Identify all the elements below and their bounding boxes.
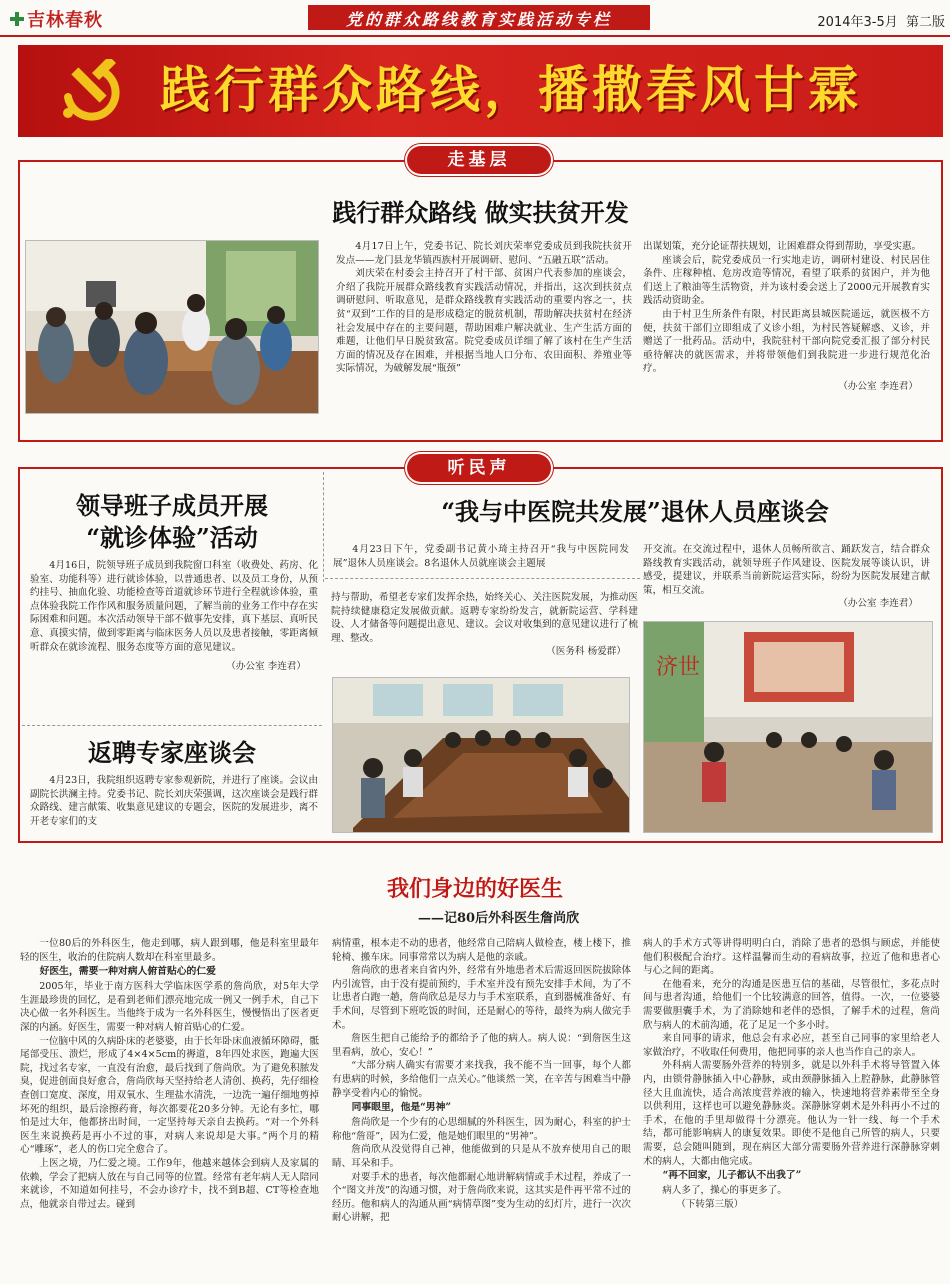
masthead xyxy=(0,0,950,36)
byline: （医务科 杨爱群） xyxy=(546,646,626,658)
article-title-good-doctor: 我们身边的好医生 xyxy=(386,876,563,902)
article-title-visit-line2: “就诊体验”活动 xyxy=(86,523,258,552)
byline: （办公室 李连君） xyxy=(838,598,918,610)
column-divider xyxy=(323,472,324,582)
paragraph: 一位脑中风的久病卧床的老婆婆，由于长年卧床血液循环障碍，骶尾部受压、溃烂，形成了4×4×5cm的褥道，8年四处求医，跑遍大医院，找过名专家，一直没有治愈，最后找到了詹尚欣。为了避免积脓发臭，促进创面良好愈合，詹尚欣每天坚持给老人清创、换药，先仔细检查创口宽度、深度，用双氧水、生理盐水清洗，一边洗一遍仔细地剪掉坏死的组织，最后涂擦药膏，每次都要花20多分钟。无论有多忙，哪怕是过大年，他都挤出时间，一定坚持每天亲自去换药。“对一个外科医生来说换药是再小不过的事，对病人来说却是大事。”两个月的精心“雕琢”，老人的伤口完全愈合了。 xyxy=(20,1035,319,1156)
article-poverty-col2 xyxy=(643,240,930,394)
photo-retirees-meeting xyxy=(643,621,933,833)
paragraph: 对要手术的患者，每次他都耐心地讲解病情或手术过程，养成了一个“图文并茂”的沟通习惯，对于詹尚欣来说，这其实是件再平常不过的经历。他和病人的沟通从画“病情草图”变为生动的幻灯片，进行一次次耐心讲解，把 xyxy=(332,1171,631,1224)
paragraph: 病情重，根本走不动的患者，他经常自己陪病人做检查，楼上楼下，推轮椅、搬车床。同事常常以为病人是他的亲戚。 xyxy=(332,938,631,963)
good-doctor-col2 xyxy=(332,937,631,1225)
section-label-voices: 听民声 xyxy=(407,454,551,482)
section-label-grassroots: 走基层 xyxy=(407,146,551,174)
subheading: 同事眼里，他是“男神” xyxy=(351,1102,452,1114)
paragraph: 在他看来，充分的沟通是医患互信的基础，尽管很忙，多花点时间与患者沟通，给他们一个比较满意的回答，值得。一次，一位婆婆需要做胆囊手术，为了消除她和老伴的恐惧，了解手术的过程，詹尚欣与病人的术前沟通，花了足足一个多小时。 xyxy=(643,978,940,1031)
paragraph: 病人的手术方式等讲得明明白白，消除了患者的恐惧与顾虑，并能使他们积极配合治疗。这样温馨而生动的看病故事，拉近了他和患者心与心之间的距离。 xyxy=(643,938,940,977)
paragraph: 外科病人需要肠外营养的特别多，就是以外科手术将导管置入体内，由锁骨静脉插入中心静脉，或由颈静脉插入上腔静脉，此静脉管径大且血流快，适合高浓度营养液的输入，快速地将营养素带至全身以供利用，这样也可以避免静脉炎。深静脉穿刺术是外科再小不过的手术，在他的手里却做得十分漂亮。他认为一针一线、每一个手术结，都可能影响病人的康复效果。即使不是他自己所管的病人，只要需要，总会随叫随到，现在病区大部分需要肠外营养进行深静脉穿刺术的病人，大都由他完成。 xyxy=(643,1060,940,1167)
headline: 践行群众路线，播撒春风甘霖 xyxy=(160,60,862,119)
article-poverty-col1 xyxy=(336,240,632,376)
paragraph: 上医之境，乃仁爱之境。工作9年，他越来越体会到病人及家属的依赖，学会了把病人放在与自己同等的位置。经常有老年病人无人陪同来就诊，不知道如何挂号，不会办诊疗卡，找不到B超、CT等检查地点，他就亲自带过去。碰到 xyxy=(20,1157,319,1210)
good-doctor-col3 xyxy=(643,937,940,1211)
paragraph: 出谋划策，充分论证帮扶规划，让困难群众得到帮助，享受实惠。 xyxy=(643,241,922,252)
continue-note: （下转第三版） xyxy=(676,1198,744,1210)
paragraph: 4月23日下午，党委副书记黄小琦主持召开“我与中医院同发展”退休人员座谈会。8名退休人员就座谈会主题展 xyxy=(333,544,629,569)
paragraph: 詹尚欣是一个少有的心思细腻的外科医生，因为耐心，科室的护士称他“詹哥”，因为仁爱，他是她们眼里的“男神”。 xyxy=(332,1117,631,1142)
good-doctor-col1 xyxy=(20,937,319,1211)
paragraph: 詹尚欣从没觉得自己神，他能做到的只是从不放弃使用自己的眼睛、耳朵和手。 xyxy=(332,1144,631,1169)
article-retirees-col2 xyxy=(643,543,930,611)
paragraph: 由于村卫生所条件有限，村民距离县城医院遥远，就医极不方便，扶贫干部们立即组成了义诊小组，为村民答疑解惑、义诊，并赠送了一批药品。活动中，我院驻村干部向院党委汇报了部分村民亟待解决的就医需求，并将带领他们到我院进一步进行规范化治疗。 xyxy=(643,308,930,375)
hammer-sickle-icon xyxy=(54,59,126,123)
subheading: “再不回家，儿子都认不出我了” xyxy=(662,1170,802,1182)
article-visit-body xyxy=(30,559,318,674)
paragraph: 詹医生把自己能给予的都给予了他的病人。病人说：“到詹医生这里看病，放心，安心！” xyxy=(332,1033,631,1058)
article-experts-body xyxy=(30,774,318,828)
svg-text:济世: 济世 xyxy=(656,655,701,680)
issue-info: 2014年3-5月 第二版 xyxy=(817,15,945,30)
byline: （办公室 李连君） xyxy=(226,661,306,673)
paragraph: 座谈会后，院党委成员一行实地走访，调研村建设、村民居住条件、庄稼种植、危房改造等情况，看望了联系的贫困户，并为他们送上了粮油等生活物资，并为该村委会送上了2000元开展教育实践活动资助金。 xyxy=(643,254,930,307)
paragraph: 一位80后的外科医生，他走到哪，病人跟到哪，他是科室里最年轻的医生，收治的住院病人数却在科室里最多。 xyxy=(20,938,319,963)
article-retirees-col1a xyxy=(333,543,629,570)
article-title-poverty: 践行群众路线 做实扶贫开发 xyxy=(332,198,629,227)
photo-experts-meeting xyxy=(332,677,630,833)
column-title: 党的群众路线教育实践活动专栏 xyxy=(345,10,612,29)
paragraph: 刘庆荣在村委会主持召开了村干部、贫困户代表参加的座谈会，介绍了我院开展群众路线教育实践活动情况，并指出，这次到扶贫点调研慰问、听取意见，是群众路线教育实践活动的重要内容之一，扶贫“双到”工作的目的是形成稳定的脱贫机制，帮助解决扶贫村在经济社会发展中存在的主要问题，帮助困难户解决就业、生产生活方面的难题，让他们早日脱贫致富。院党委成员详细了解了该村在生产生活方面的情况及存在困难，并根据当地人口分布、农田面积、养殖业等实际情况，为破解发展“瓶颈” xyxy=(336,268,632,375)
headline-banner xyxy=(18,45,943,137)
paragraph: 4月23日，我院组织返聘专家参观新院，并进行了座谈。会议由副院长洪澜主持。党委书记、院长刘庆荣强调，这次座谈会是践行群众路线、建言献策、收集意见建议的专题会，医院的发展进步，离不开老专家们的支 xyxy=(30,775,318,827)
masthead-rule xyxy=(0,35,950,37)
masthead-logo: 吉林春秋 xyxy=(27,10,103,31)
paragraph: 来自同事的请求，他总会有求必应，甚至自己同事的家里给老人家做治疗，不收取任何费用，他把同事的亲人也当作自己的亲人。 xyxy=(643,1033,940,1058)
paragraph: 4月17日上午，党委书记、院长刘庆荣率党委成员到我院扶贫开发点——龙门县龙华镇西族村开展调研、慰问、“五融五联”活动。 xyxy=(336,241,632,266)
column-divider xyxy=(22,725,322,726)
article-subtitle-good-doctor: ——记80后外科医生詹尚欣 xyxy=(418,911,580,926)
byline: （办公室 李连君） xyxy=(838,380,918,392)
subheading: 好医生，需要一种对病人俯首贴心的仁爱 xyxy=(39,966,216,978)
article-title-retirees: “我与中医院共发展”退休人员座谈会 xyxy=(441,497,829,526)
paragraph: 病人多了，操心的事更多了。 xyxy=(662,1185,787,1197)
paragraph: 2005年，毕业于南方医科大学临床医学系的詹尚欣，对5年大学生涯最珍贵的回忆，是看到老师们漂亮地完成一例又一例手术，自己下决心做一名外科医生。当他终于成为一名外科医生，慢慢悟出了医者更深的内涵。好医生，需要一种对病人俯首贴心的仁爱。 xyxy=(20,981,319,1033)
photo-village-meeting xyxy=(25,240,319,414)
article-title-experts: 返聘专家座谈会 xyxy=(88,738,256,767)
article-experts-continued xyxy=(325,578,640,659)
paragraph: 4月16日，院领导班子成员到我院窗口科室（收费处、药房、化验室、功能科等）进行就诊体验，以普通患者、以及员工身份，从预约挂号、抽血化验、功能检查等首道就诊环节进行全程就诊体验，重点体验我院工作作风和服务质量问题，了解当前的业务工作中存在实际困难和问题。本次活动领导干部不做事先安排，真下基层、真听民意、真摸实情，做到零距离与临床医务人员以及患者接触，零距离倾听群众在就诊流程、服务态度等方面的意见建议。 xyxy=(30,560,318,653)
paragraph: 开交流。在交流过程中，退休人员畅所欲言、踊跃发言，结合群众路线教育实践活动，就领导班子作风建设、医院发展等谈认识，讲感受，提建议，并联系当前新院运营实际，纷纷为医院发展建言献策，相互交流。 xyxy=(643,544,930,596)
article-title-visit-line1: 领导班子成员开展 xyxy=(76,491,268,520)
paragraph: 詹尚欣的患者来自省内外，经常有外地患者术后需返回医院拔除体内引流管，由于没有提前预约，手术室并没有预先安排手术间，为了不让患者白跑一趟，詹尚欣总是尽力与手术室联系，直到器械准备好、有手术间，尽管到下班吃饭的时间，还是耐心的等待，最终为病人做完手术。 xyxy=(332,965,631,1031)
paragraph: “大部分病人确实有需要才来找我，我不能不当一回事，每个人都有患病的时候，多给他们一点关心。”他谈然一笑，在辛苦与困难当中静静享受着内心的愉悦。 xyxy=(332,1060,631,1099)
logo-cross-icon xyxy=(10,11,24,25)
paragraph: 持与帮助，希望老专家们发挥余热，始终关心、关注医院发展，为推动医院持续健康稳定发展做贡献。返聘专家纷纷发言，就新院运营、学科建设、人才储备等问题提出意见、建议。会议对收集到的意见建议进行了梳理、整改。 xyxy=(331,592,638,644)
